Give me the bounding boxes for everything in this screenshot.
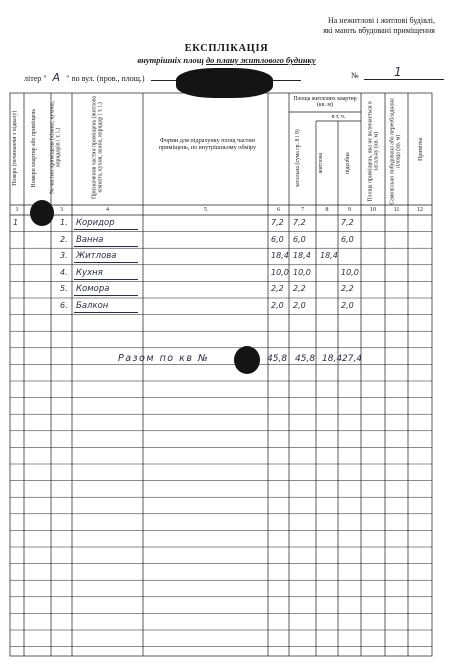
total-f6: 45,8 (267, 354, 288, 364)
column-number: 8 (325, 207, 329, 213)
purpose-underline (74, 312, 138, 313)
header-living-area: житлова (317, 152, 324, 174)
column-number: 6 (277, 207, 280, 213)
row-auxiliary-area: 2,0 (341, 301, 354, 310)
row-purpose: Житлова (76, 251, 117, 262)
row-total-area: 18,4 (293, 251, 311, 261)
column-number: 11 (393, 207, 400, 213)
row-purpose: Балкон (76, 301, 109, 311)
header-auxiliary-area: підсобна (344, 152, 351, 175)
header-apartment-number: Номери квартир або приміщень (30, 108, 37, 188)
number-value: 1 (394, 65, 402, 79)
row-total-area: 6,0 (293, 234, 306, 244)
liter-label: літер " (24, 74, 47, 83)
row-auxiliary-area: 6,0 (341, 234, 354, 244)
row-floor: 1 (13, 218, 19, 227)
row-auxiliary-area: 2,2 (341, 284, 354, 294)
header-note-line1: На нежитлові і житлові будівлі, (327, 16, 435, 25)
purpose-underline (74, 295, 138, 296)
purpose-underline (74, 229, 138, 230)
column-number: 9 (348, 207, 351, 213)
column-number: 2 (36, 207, 39, 213)
row-purpose: Ванна (76, 234, 104, 245)
row-purpose: Коридор (76, 218, 115, 228)
row-formula-area: 7,2 (271, 218, 284, 227)
row-living-area: 18,4 (320, 251, 338, 261)
row-formula-area: 18,4 (271, 251, 289, 261)
row-total-area: 2,0 (293, 301, 306, 310)
row-part-number: 5. (60, 284, 68, 294)
header-excluded-area: Площа приміщень, яка не включається в загальну (кв. м) (367, 101, 380, 202)
row-total-area: 7,2 (293, 218, 306, 227)
row-formula-area: 2,2 (271, 284, 284, 294)
header-including: в т. ч. (331, 114, 346, 120)
header-total-area: загальна (сума гр. 8 і 9) (294, 129, 301, 188)
row-purpose: Комора (76, 284, 110, 295)
purpose-underline (74, 279, 138, 280)
purpose-underline (74, 262, 138, 263)
total-label: Разом по кв № (118, 353, 210, 364)
column-number: 3 (60, 207, 63, 213)
number-label: № (351, 71, 359, 80)
header-note-line2: які мають вбудовані приміщення (323, 26, 435, 35)
header-floor: Поверх (починаючи з підвалу) (11, 110, 18, 186)
liter-value: А (52, 71, 61, 84)
row-part-number: 6. (60, 301, 68, 310)
purpose-underline (74, 246, 138, 247)
column-number: 12 (417, 207, 423, 213)
row-total-area: 10,0 (293, 267, 311, 277)
row-auxiliary-area: 10,0 (341, 267, 359, 277)
column-number: 10 (370, 207, 376, 213)
row-part-number: 2. (60, 234, 68, 244)
total-aux: 27,4 (342, 354, 363, 364)
subtitle-rest: до плану житлового будинку (205, 55, 316, 65)
subtitle-prefix: внутрішніх площ (137, 55, 204, 65)
header-purpose: Призначення частин приміщень (житлова кімната, кухня, ванна, коридор і т. і.) (91, 95, 104, 199)
header-area-group: Площа житлових квартир (кв. м) (293, 96, 357, 109)
row-part-number: 1. (60, 218, 68, 227)
row-part-number: 3. (60, 251, 68, 261)
row-purpose: Кухня (76, 267, 103, 278)
row-formula-area: 6,0 (271, 234, 284, 244)
column-number: 1 (15, 207, 19, 213)
column-number: 5 (204, 207, 207, 213)
row-part-number: 4. (60, 267, 68, 277)
street-label: " по вул. (пров., площ.) (66, 74, 145, 83)
row-formula-area: 10,0 (271, 267, 289, 277)
row-auxiliary-area: 7,2 (341, 218, 354, 227)
row-total-area: 2,2 (293, 284, 306, 294)
header-unauthorized-area: Самовільно побудована або переобладнана площа (кв. м) (389, 98, 402, 205)
column-number: 7 (301, 207, 304, 213)
column-number: 4 (106, 207, 109, 213)
header-part-number: № частин приміщень (кімнат, кухонь, коридорів і т. і.) (49, 101, 62, 194)
document-title: ЕКСПЛІКАЦІЯ (184, 43, 269, 54)
header-area-formula: Форми для підрахунку площ частин приміщень, по внутрішньому обміру (158, 137, 257, 151)
row-formula-area: 2,0 (271, 301, 284, 310)
header-note: Примітка (417, 137, 424, 161)
total-living: 18,4 (322, 354, 343, 364)
total-total: 45,8 (295, 354, 316, 364)
